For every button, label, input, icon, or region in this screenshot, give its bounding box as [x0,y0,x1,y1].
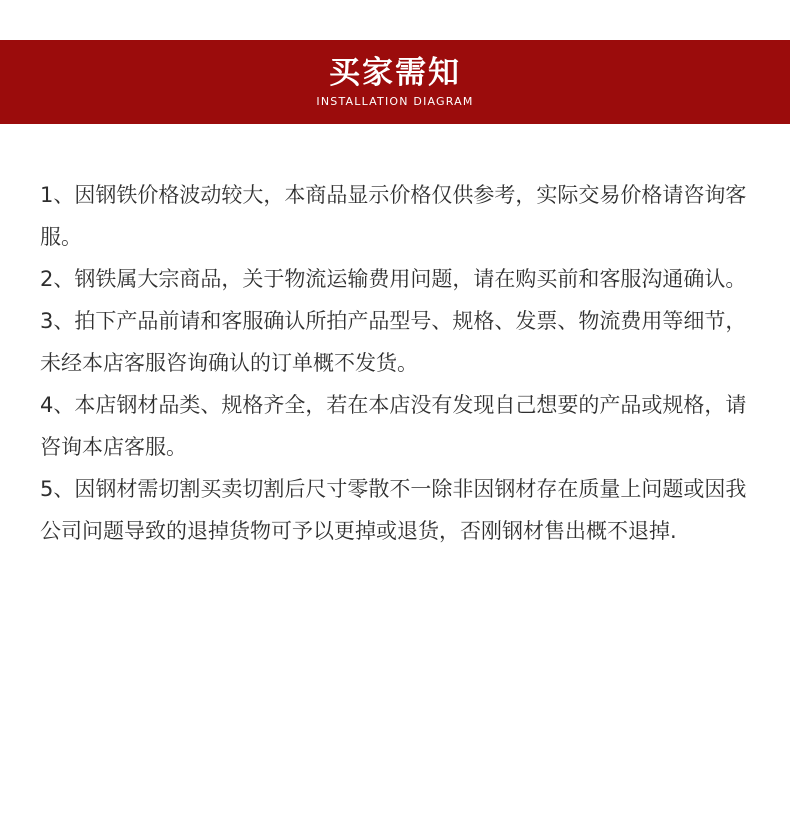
note-item-3: 3、拍下产品前请和客服确认所拍产品型号、规格、发票、物流费用等细节，未经本店客服咨询确认的订单概不发货。 [40,309,747,375]
page-subtitle: INSTALLATION DIAGRAM [316,95,474,108]
buyer-notes-list [40,174,750,552]
note-item-4: 4、本店钢材品类、规格齐全，若在本店没有发现自己想要的产品或规格，请咨询本店客服。 [40,393,747,459]
page-title: 买家需知 [329,55,461,91]
note-item-1: 1、因钢铁价格波动较大，本商品显示价格仅供参考，实际交易价格请咨询客服。 [40,183,747,249]
note-item-2: 2、钢铁属大宗商品，关于物流运输费用问题，请在购买前和客服沟通确认。 [40,267,747,291]
note-item-5: 5、因钢材需切割买卖切割后尺寸零散不一除非因钢材存在质量上问题或因我公司问题导致的退掉货物可予以更掉或退货，否刚钢材售出概不退掉. [40,477,747,543]
header-banner [0,40,790,124]
